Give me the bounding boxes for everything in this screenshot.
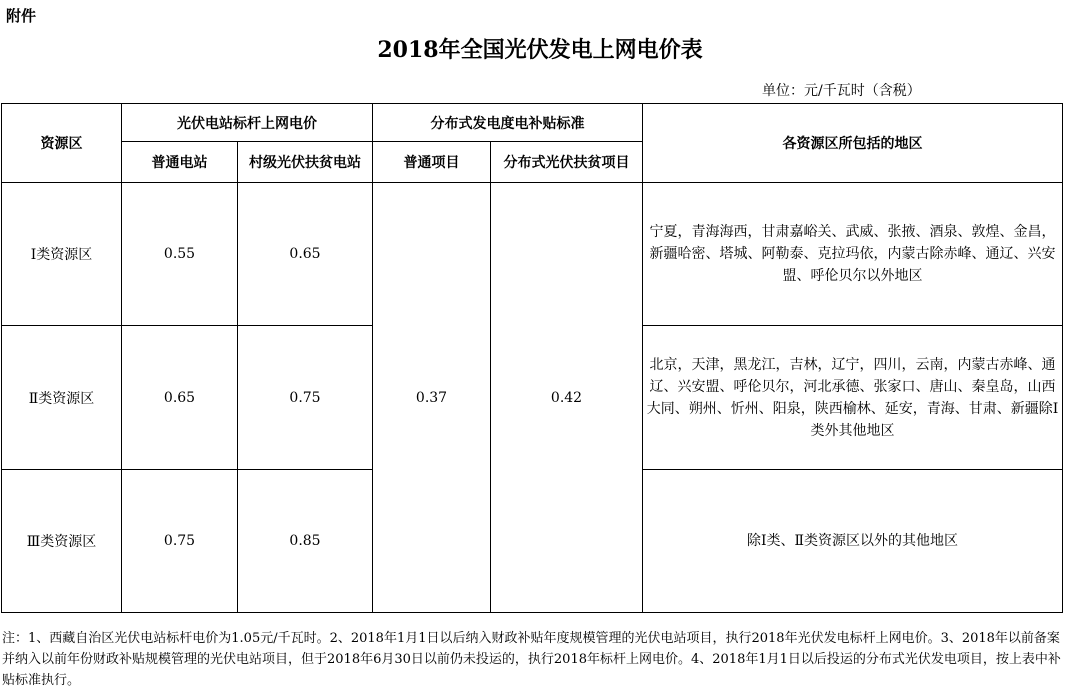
header-regions: 各资源区所包括的地区 xyxy=(643,104,1063,183)
village-poverty-price: 0.65 xyxy=(238,183,373,326)
ordinary-station-price: 0.65 xyxy=(122,326,238,470)
distributed-poverty-subsidy: 0.42 xyxy=(491,183,643,613)
zone-name: Ⅰ类资源区 xyxy=(2,183,122,326)
header-resource-zone: 资源区 xyxy=(2,104,122,183)
header-ordinary-station: 普通电站 xyxy=(122,142,238,183)
ordinary-station-price: 0.75 xyxy=(122,470,238,613)
zone-regions: 北京，天津，黑龙江，吉林，辽宁，四川，云南，内蒙古赤峰、通辽、兴安盟、呼伦贝尔，河北承德、张家口、唐山、秦皇岛，山西大同、朔州、忻州、阳泉，陕西榆林、延安，青海、甘肃、新疆除Ⅰ类外其他地区 xyxy=(643,326,1063,470)
table-row xyxy=(2,183,1063,326)
price-table xyxy=(1,103,1063,613)
ordinary-station-price: 0.55 xyxy=(122,183,238,326)
zone-regions: 宁夏，青海海西，甘肃嘉峪关、武威、张掖、酒泉、敦煌、金昌，新疆哈密、塔城、阿勒泰、克拉玛依，内蒙古除赤峰、通辽、兴安盟、呼伦贝尔以外地区 xyxy=(643,183,1063,326)
zone-regions: 除Ⅰ类、Ⅱ类资源区以外的其他地区 xyxy=(643,470,1063,613)
header-distributed-subsidy: 分布式发电度电补贴标准 xyxy=(373,104,643,142)
zone-name: Ⅱ类资源区 xyxy=(2,326,122,470)
distributed-ordinary-subsidy: 0.37 xyxy=(373,183,491,613)
header-benchmark-price: 光伏电站标杆上网电价 xyxy=(122,104,373,142)
unit-note: 单位：元/千瓦时（含税） xyxy=(762,83,921,99)
header-ordinary-project: 普通项目 xyxy=(373,142,491,183)
page-title: 2018年全国光伏发电上网电价表 xyxy=(377,37,703,63)
attachment-label: 附件 xyxy=(6,7,37,25)
header-row-top xyxy=(2,104,1063,142)
header-village-poverty-station: 村级光伏扶贫电站 xyxy=(238,142,373,183)
zone-name: Ⅲ类资源区 xyxy=(2,470,122,613)
header-distributed-poverty-project: 分布式光伏扶贫项目 xyxy=(491,142,643,183)
village-poverty-price: 0.85 xyxy=(238,470,373,613)
footnote: 注：1、西藏自治区光伏电站标杆电价为1.05元/千瓦时。2、2018年1月1日以后纳入财政补贴年度规模管理的光伏电站项目，执行2018年光伏发电标杆上网电价。3、2018年以前备案并纳入以前年份财政补贴规模管理的光伏电站项目，但于2018年6月30日以前仍未投运的，执行2018年标杆上网电价。4、2018年1月1日以后投运的分布式光伏发电项目，按上表中补贴标准执行。 xyxy=(2,631,1061,688)
village-poverty-price: 0.75 xyxy=(238,326,373,470)
